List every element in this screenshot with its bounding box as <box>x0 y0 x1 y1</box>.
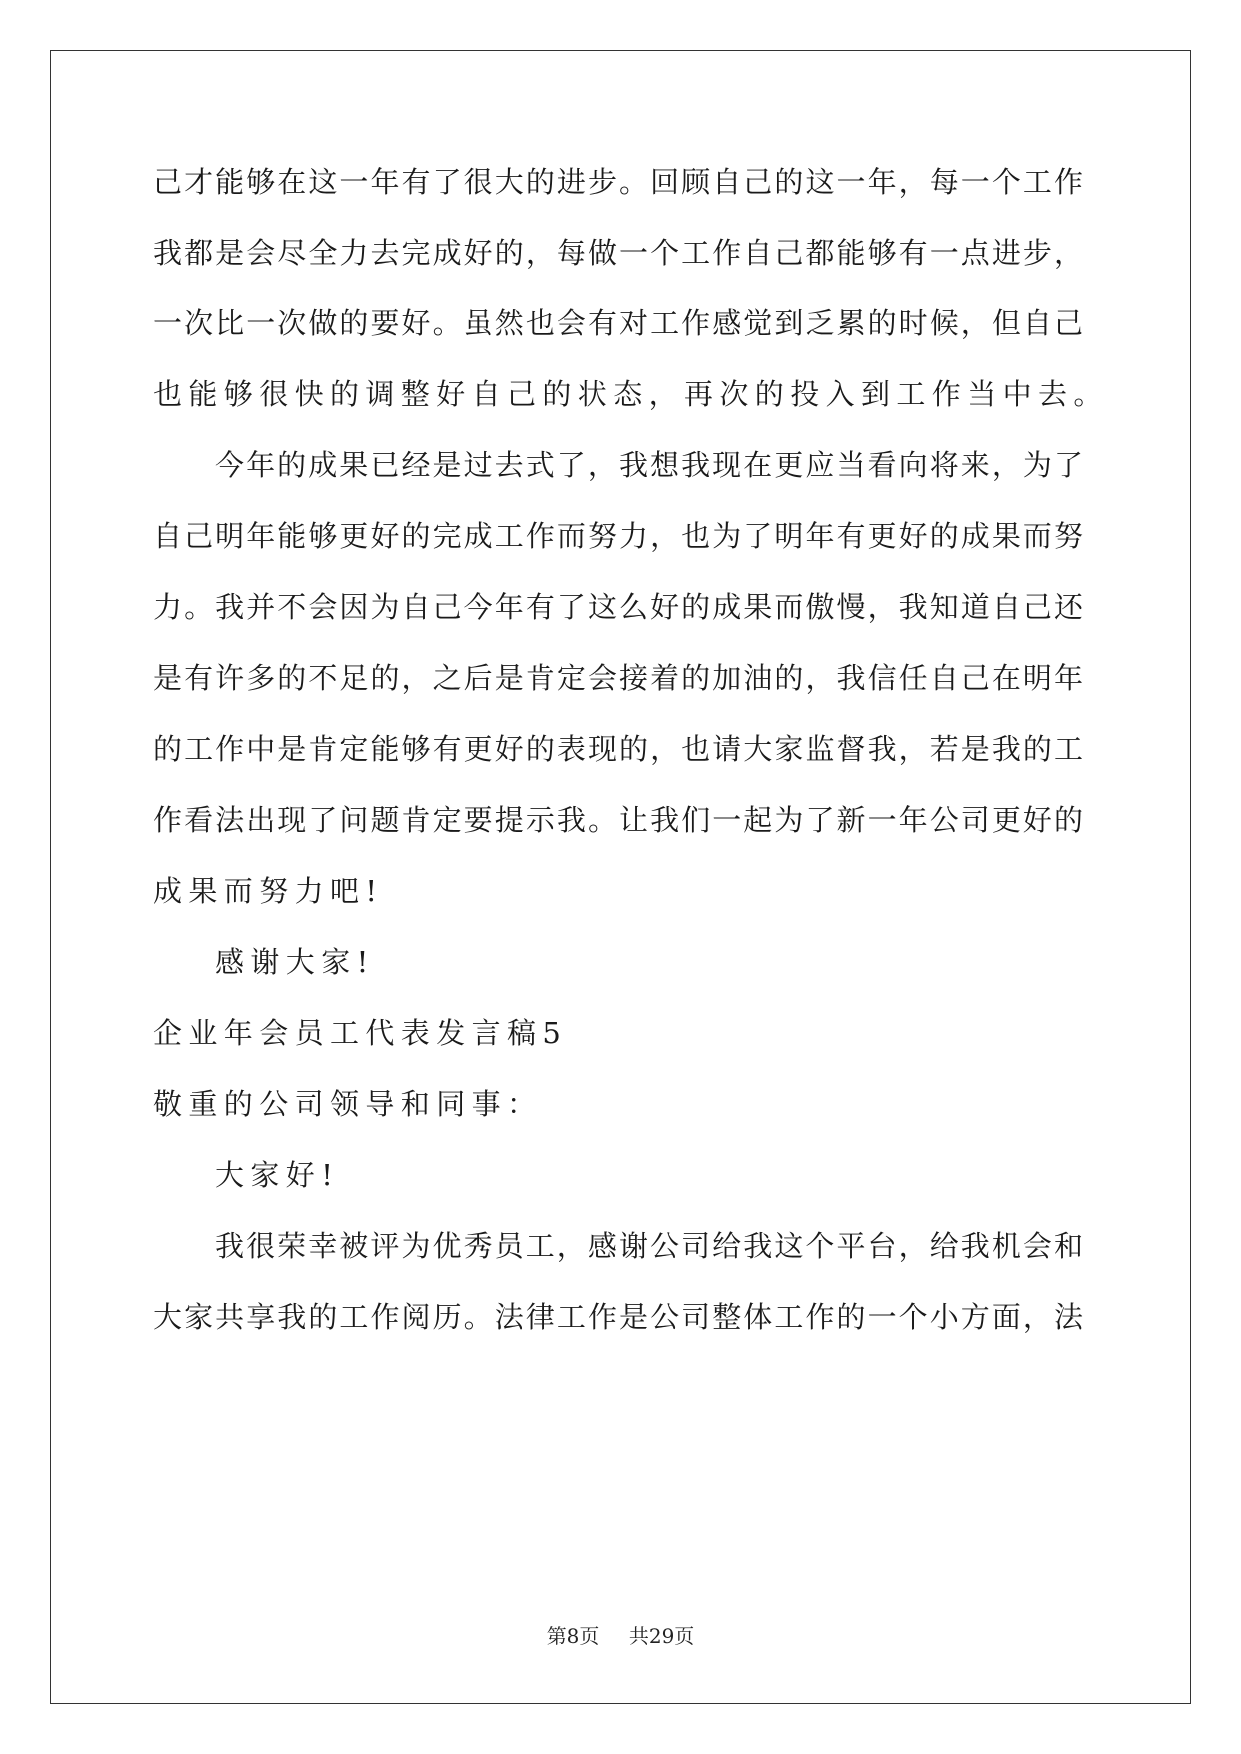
paragraph-line: 是有许多的不足的，之后是肯定会接着的加油的，我信任自己在明年 <box>153 661 1083 695</box>
page-total: 共29页 <box>628 1624 695 1648</box>
paragraph-line: 今年的成果已经是过去式了，我想我现在更应当看向将来，为了 <box>215 448 1083 482</box>
paragraph-line: 我很荣幸被评为优秀员工，感谢公司给我这个平台，给我机会和 <box>215 1229 1083 1263</box>
page-number: 第8页 <box>546 1624 600 1648</box>
paragraph-line: 的工作中是肯定能够有更好的表现的，也请大家监督我，若是我的工 <box>153 732 1083 766</box>
paragraph-line: 一次比一次做的要好。虽然也会有对工作感觉到乏累的时候，但自己 <box>153 306 1083 340</box>
paragraph-line: 我都是会尽全力去完成好的，每做一个工作自己都能够有一点进步， <box>153 236 1083 270</box>
paragraph-line: 己才能够在这一年有了很大的进步。回顾自己的这一年，每一个工作 <box>153 165 1083 199</box>
paragraph-line: 成果而努力吧! <box>153 874 384 908</box>
greeting: 大家好! <box>215 1158 340 1192</box>
paragraph-line: 大家共享我的工作阅历。法律工作是公司整体工作的一个小方面，法 <box>153 1300 1083 1334</box>
salutation: 敬重的公司领导和同事： <box>153 1087 543 1121</box>
paragraph-line: 也能够很快的调整好自己的状态，再次的投入到工作当中去。 <box>153 377 1109 411</box>
section-title: 企业年会员工代表发言稿5 <box>153 1016 568 1050</box>
paragraph-line: 作看法出现了问题肯定要提示我。让我们一起为了新一年公司更好的 <box>153 803 1083 837</box>
paragraph-line: 力。我并不会因为自己今年有了这么好的成果而傲慢，我知道自己还 <box>153 590 1083 624</box>
thanks-line: 感谢大家! <box>215 945 375 979</box>
paragraph-line: 自己明年能够更好的完成工作而努力，也为了明年有更好的成果而努 <box>153 519 1083 553</box>
page-footer <box>0 1620 1241 1649</box>
